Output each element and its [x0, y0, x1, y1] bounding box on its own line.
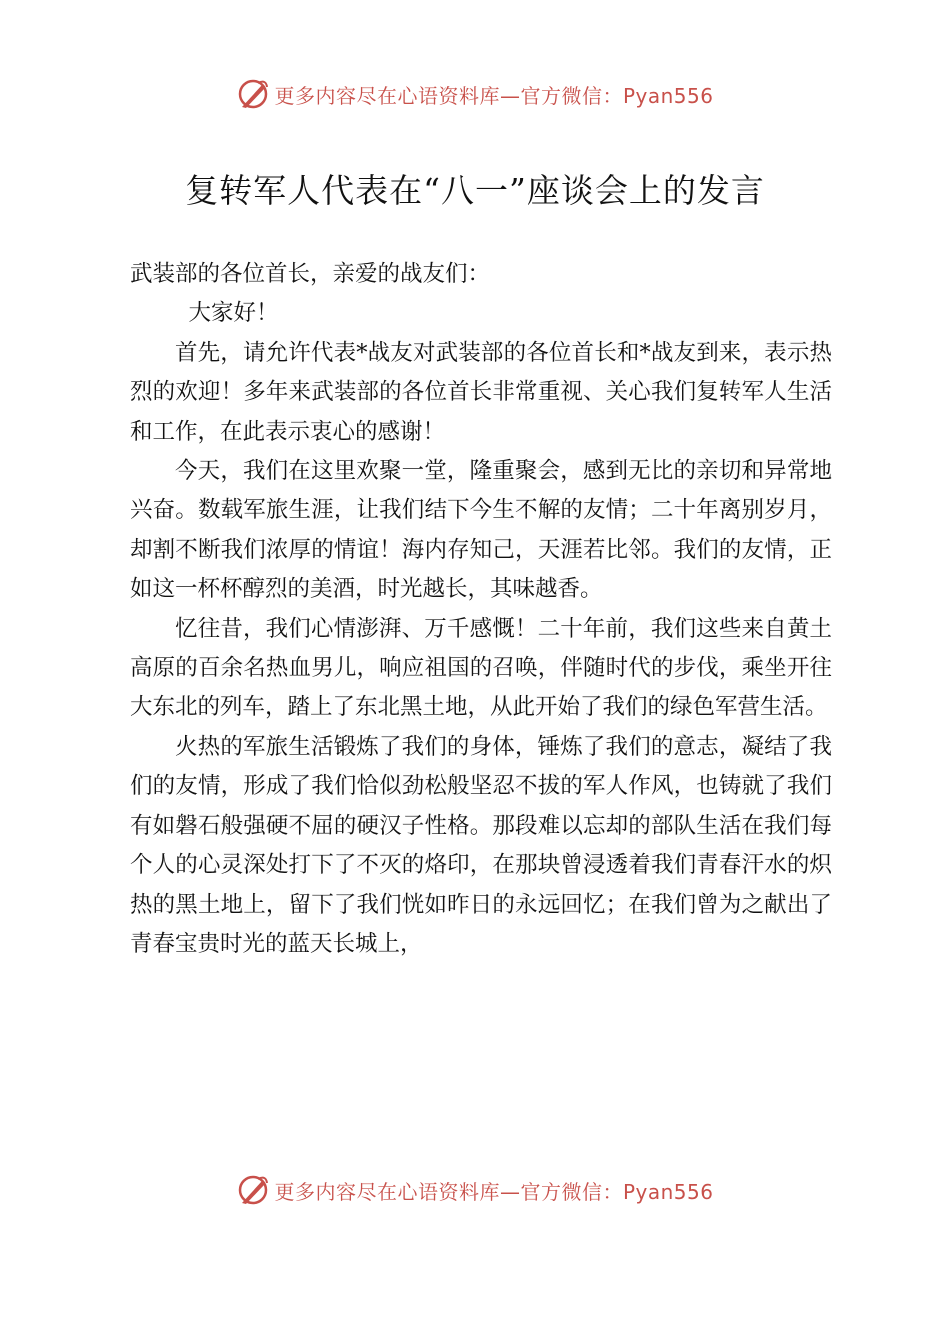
paragraph: 火热的军旅生活锻炼了我们的身体，锤炼了我们的意志，凝结了我们的友情，形成了我们恰似劲松般坚忍不拔的军人作风，也铸就了我们有如磐石般强硬不屈的硬汉子性格。那段难以忘却的部队生活在我们每个人的心灵深处打下了不灭的烙印，在那块曾浸透着我们青春汗水的炽热的黑土地上，留下了我们恍如昨日的永远回忆；在我们曾为之献出了青春宝贵时光的蓝天长城上， [130, 733, 832, 957]
footer-banner-text: 更多内容尽在心语资料库—官方微信：Pyan556 [274, 1179, 714, 1204]
paragraph: 忆往昔，我们心情澎湃、万千感慨！二十年前，我们这些来自黄土高原的百余名热血男儿，响应祖国的召唤，伴随时代的步伐，乘坐开往大东北的列车，踏上了东北黑土地，从此开始了我们的绿色军营生活。 [130, 615, 832, 721]
paragraph: 首先，请允许代表*战友对武装部的各位首长和*战友到来，表示热烈的欢迎！多年来武装部的各位首长非常重视、关心我们复转军人生活和工作，在此表示衷心的感谢！ [130, 339, 832, 445]
header-banner [0, 74, 950, 114]
pen-logo-icon [236, 77, 270, 111]
paragraph: 今天，我们在这里欢聚一堂，隆重聚会，感到无比的亲切和异常地兴奋。数载军旅生涯，让我们结下今生不解的友情；二十年离别岁月，却割不断我们浓厚的情谊！海内存知己，天涯若比邻。我们的友情，正如这一杯杯醇烈的美酒，时光越长，其味越香。 [130, 458, 832, 603]
pen-logo-icon [236, 1173, 270, 1207]
greeting: 大家好！ [188, 300, 279, 327]
document-title: 复转军人代表在“八一”座谈会上的发言 [185, 171, 765, 210]
document-body [130, 255, 832, 964]
salutation: 武装部的各位首长，亲爱的战友们： [130, 261, 491, 287]
header-banner-text: 更多内容尽在心语资料库—官方微信：Pyan556 [274, 83, 714, 108]
footer-banner [0, 1170, 950, 1210]
